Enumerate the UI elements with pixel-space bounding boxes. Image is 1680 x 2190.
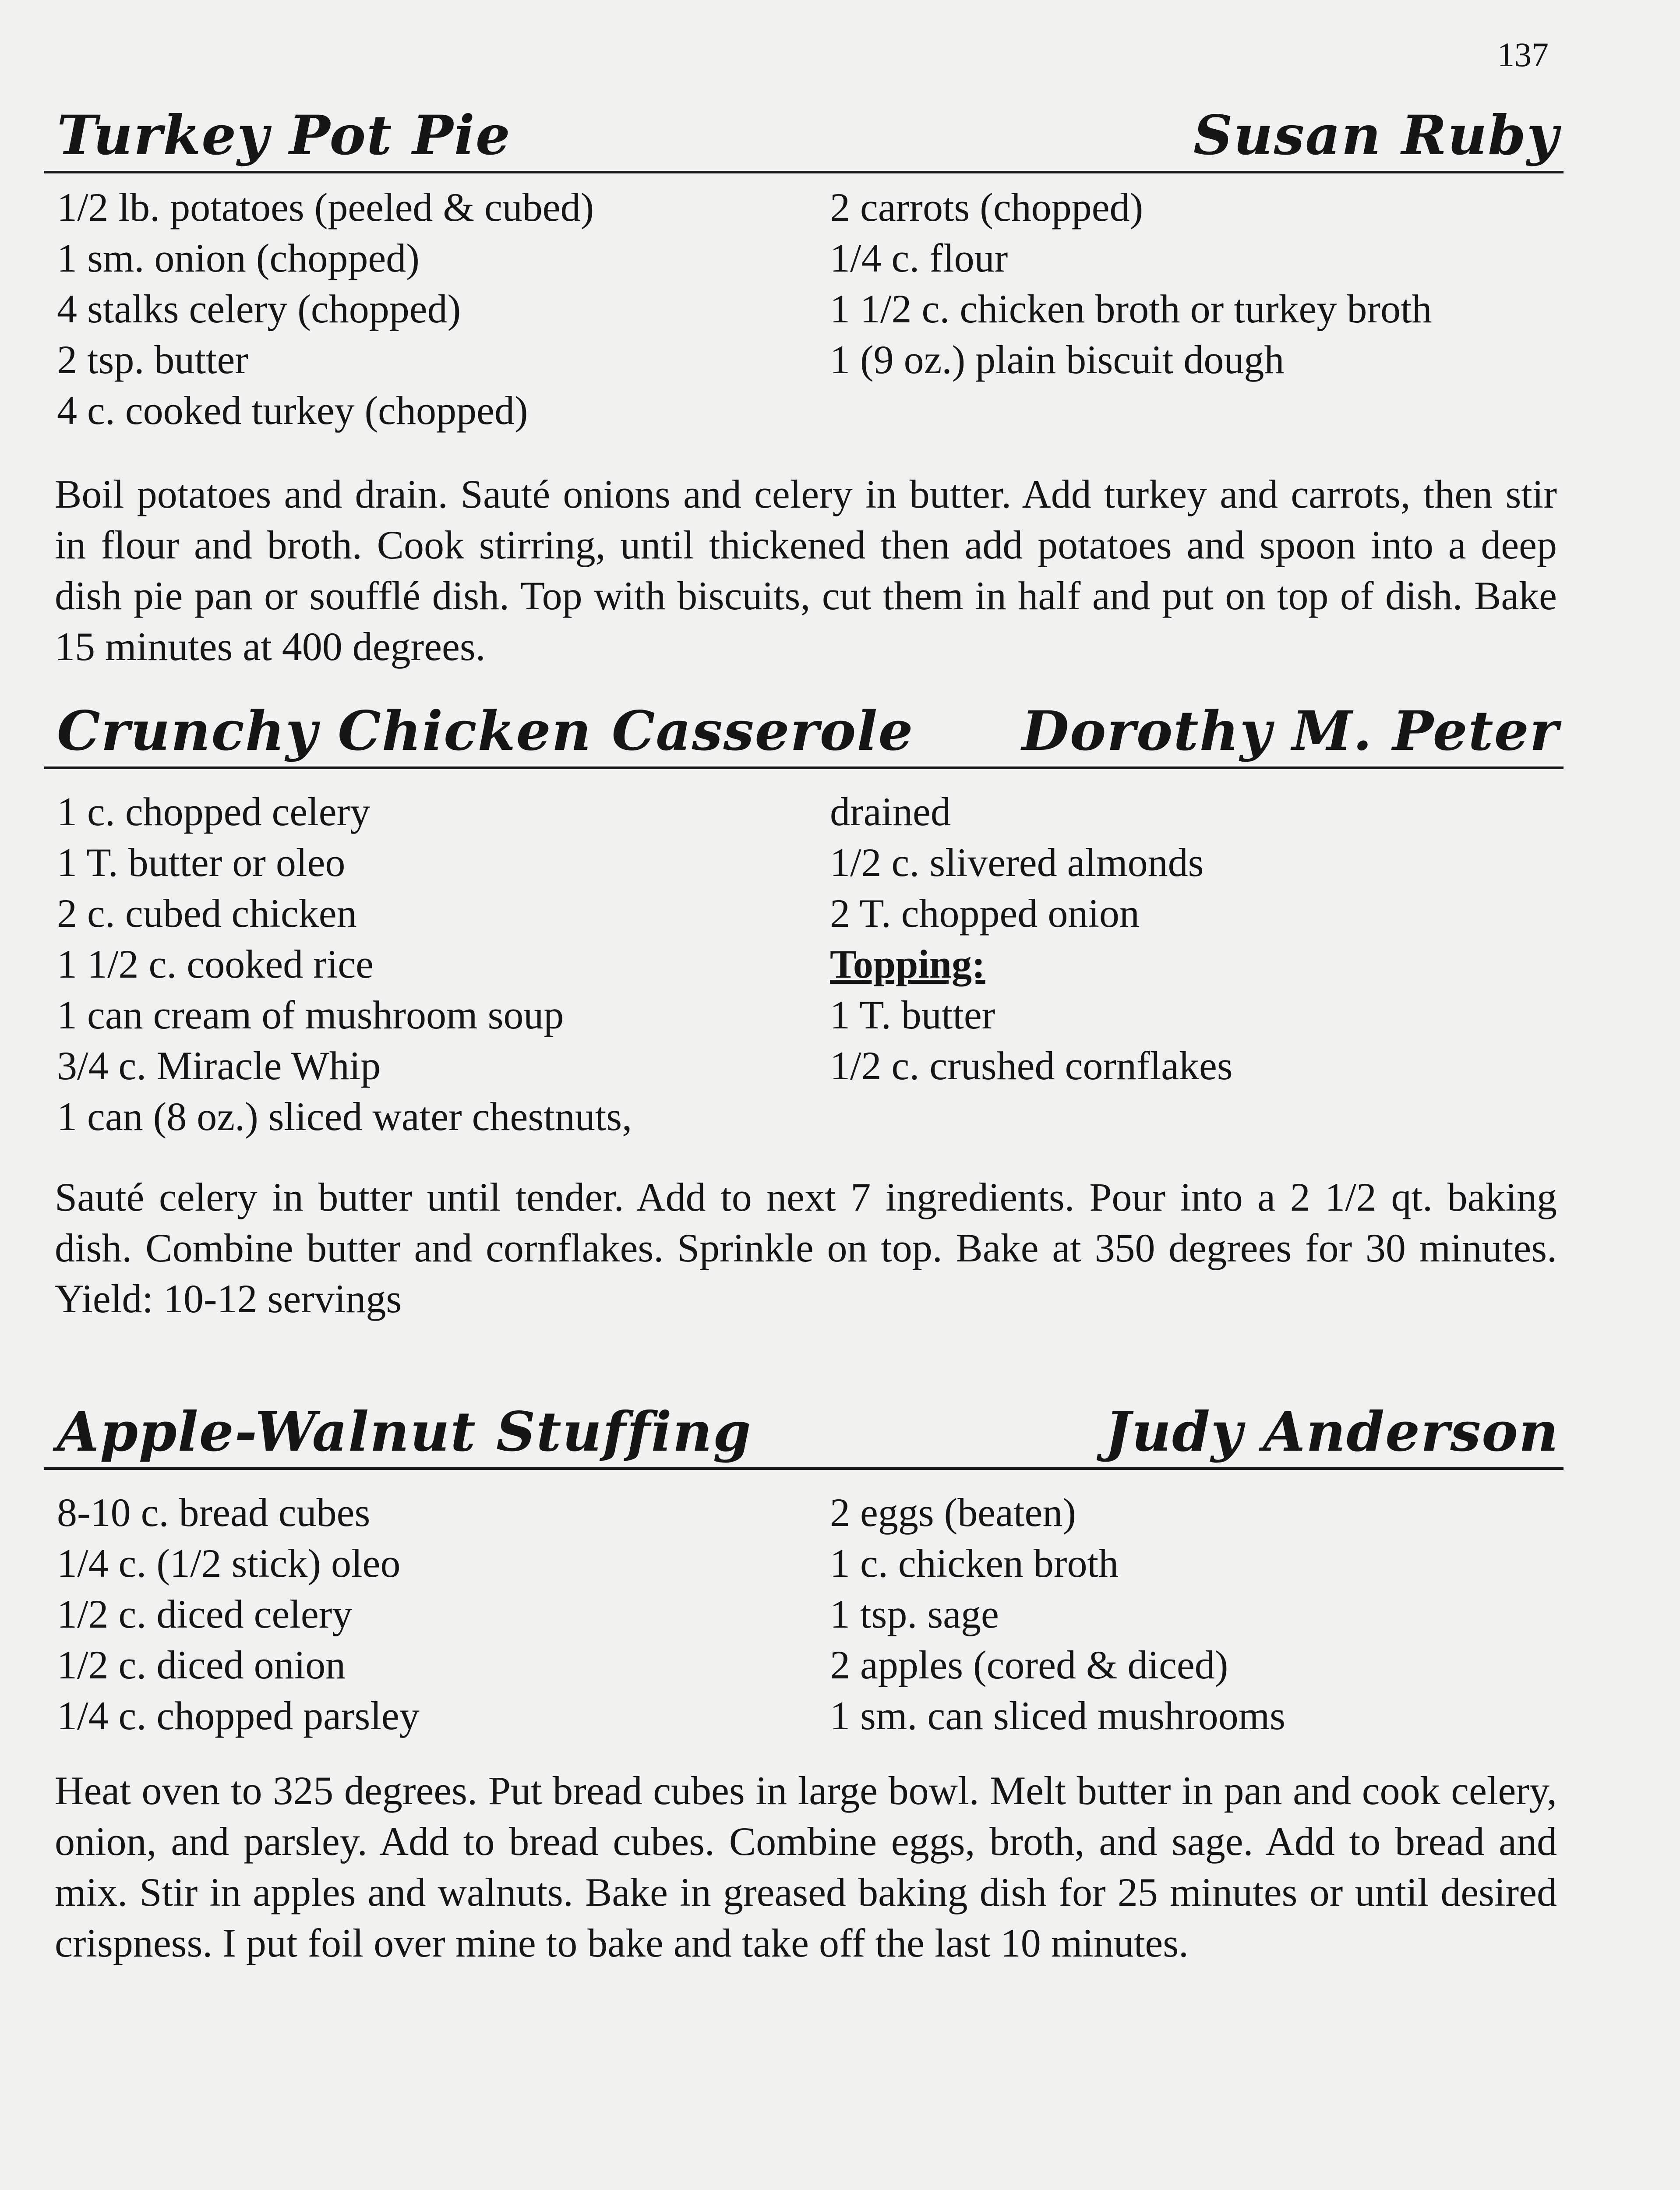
ingredient-item: 1 (9 oz.) plain biscuit dough — [830, 337, 1285, 382]
ingredient-item: 1 sm. onion (chopped) — [57, 236, 420, 280]
recipe-header — [44, 692, 1564, 769]
ingredients-right-column — [830, 786, 1564, 1142]
recipe-title: Apple-Walnut Stuffing — [57, 1400, 752, 1464]
ingredient-item: drained — [830, 789, 951, 834]
page-number: 137 — [1497, 35, 1549, 74]
ingredient-item: 2 c. cubed chicken — [57, 891, 357, 936]
ingredients-list — [57, 182, 1564, 436]
ingredients-right-column — [830, 1487, 1564, 1741]
ingredient-item: 1/2 c. diced onion — [57, 1642, 346, 1687]
ingredients-right-column — [830, 182, 1564, 436]
recipe-title: Crunchy Chicken Casserole — [57, 699, 914, 763]
ingredients-left-column — [57, 1487, 830, 1741]
ingredient-item: 3/4 c. Miracle Whip — [57, 1043, 381, 1088]
ingredient-item: 1/4 c. (1/2 stick) oleo — [57, 1541, 401, 1586]
ingredients-left-column — [57, 786, 830, 1142]
ingredient-item: 4 stalks celery (chopped) — [57, 286, 461, 331]
ingredient-item: 4 c. cooked turkey (chopped) — [57, 388, 528, 433]
recipe-author: Judy Anderson — [1105, 1400, 1559, 1464]
ingredient-item: 1/2 c. slivered almonds — [830, 840, 1204, 885]
ingredients-left-column — [57, 182, 830, 436]
topping-label: Topping: — [830, 942, 985, 986]
ingredient-item: 1 sm. can sliced mushrooms — [830, 1693, 1285, 1738]
ingredient-item: 1/2 lb. potatoes (peeled & cubed) — [57, 185, 594, 230]
recipe-instructions: Boil potatoes and drain. Sauté onions and celery in butter. Add turkey and carrots, then stir in flour and broth. Cook stirring, until thickened then add potatoes and spoon into a deep dish pie pan or soufflé dish. Top with biscuits, cut them in half and put on top of dish. Bake 15 minutes at 400 degrees. — [55, 472, 1557, 669]
recipe-instructions: Heat oven to 325 degrees. Put bread cubes in large bowl. Melt butter in pan and cook celery, onion, and parsley. Add to bread cubes. Combine eggs, broth, and sage. Add to bread and mix. Stir in apples and walnuts. Bake in greased baking dish for 25 minutes or until desired crispness. I put foil over mine to bake and take off the last 10 minutes. — [55, 1768, 1557, 1965]
ingredients-list — [57, 1487, 1564, 1741]
ingredient-item: 8-10 c. bread cubes — [57, 1490, 371, 1535]
recipe-header — [44, 1393, 1564, 1470]
ingredient-item: 2 carrots (chopped) — [830, 185, 1144, 230]
ingredient-item: 1 T. butter — [830, 993, 995, 1037]
ingredient-item: 1 1/2 c. cooked rice — [57, 942, 374, 986]
recipe-title: Turkey Pot Pie — [57, 104, 511, 167]
ingredient-item: 1/4 c. flour — [830, 236, 1008, 280]
ingredient-item: 2 eggs (beaten) — [830, 1490, 1076, 1535]
ingredient-item: 1 c. chicken broth — [830, 1541, 1119, 1586]
ingredient-item: 1 can (8 oz.) sliced water chestnuts, — [57, 1094, 632, 1139]
ingredient-item: 1 1/2 c. chicken broth or turkey broth — [830, 286, 1432, 331]
ingredients-list — [57, 786, 1564, 1142]
ingredient-item: 2 apples (cored & diced) — [830, 1642, 1228, 1687]
ingredient-item: 1 tsp. sage — [830, 1592, 999, 1636]
ingredient-item: 1 c. chopped celery — [57, 789, 371, 834]
ingredient-item: 1/2 c. diced celery — [57, 1592, 353, 1636]
recipe-header — [44, 96, 1564, 173]
ingredient-item: 1/4 c. chopped parsley — [57, 1693, 420, 1738]
recipe-instructions: Sauté celery in butter until tender. Add to next 7 ingredients. Pour into a 2 1/2 qt. baking dish. Combine butter and cornflakes. Sprinkle on top. Bake at 350 degrees for 30 minutes. Yield: 10-12 servings — [55, 1175, 1557, 1321]
ingredient-item: 1 T. butter or oleo — [57, 840, 346, 885]
ingredient-item: 1 can cream of mushroom soup — [57, 993, 564, 1037]
recipe-author: Susan Ruby — [1193, 104, 1559, 167]
ingredient-item: 2 tsp. butter — [57, 337, 248, 382]
ingredient-item: 1/2 c. crushed cornflakes — [830, 1043, 1233, 1088]
ingredient-item: 2 T. chopped onion — [830, 891, 1140, 936]
recipe-author: Dorothy M. Peter — [1022, 699, 1559, 763]
